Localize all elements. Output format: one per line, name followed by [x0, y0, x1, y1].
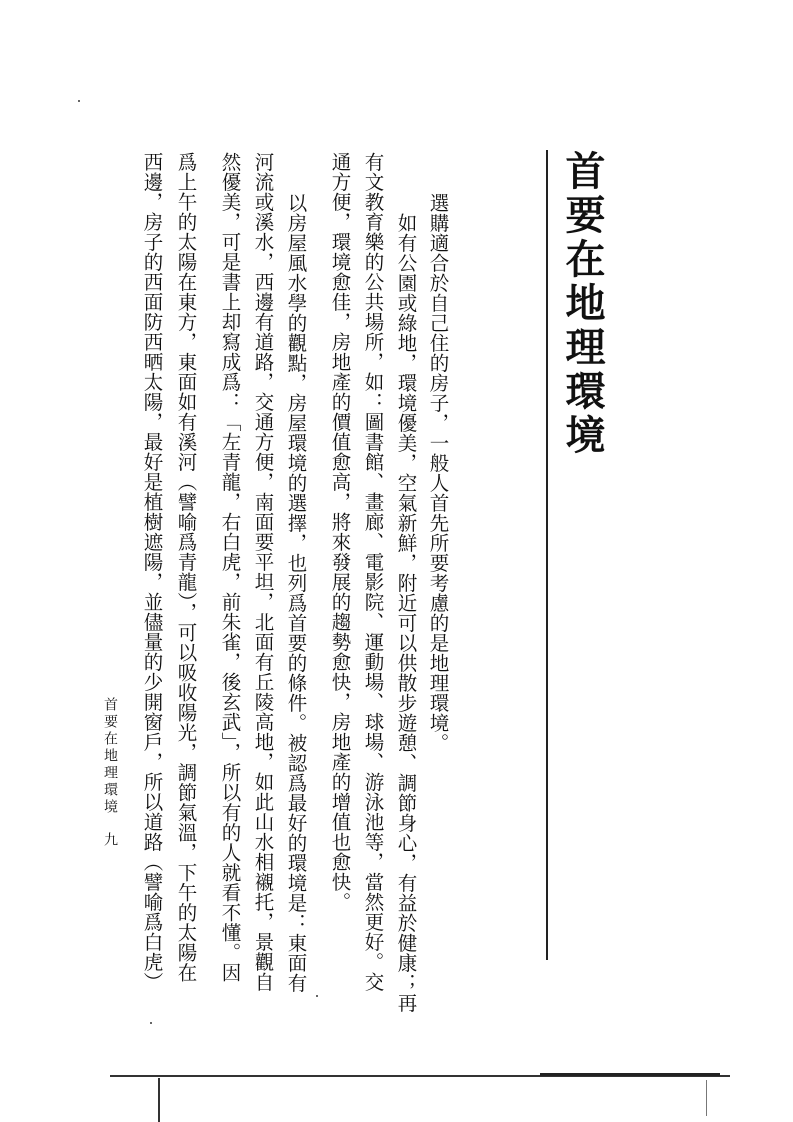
- scan-speck: [316, 995, 318, 997]
- bottom-left-mark: [158, 1078, 160, 1122]
- body-line-6: 河流或溪水，西邊有道路，交通方便，南面要平坦，北面有丘陵高地，如此山水相襯托，景觀自: [251, 152, 275, 992]
- body-line-2: 如有公園或綠地，環境優美，空氣新鮮，附近可以供散步遊憩、調節身心，有益於健康；再: [394, 213, 418, 1013]
- body-line-1: 選購適合於自己住的房子，一般人首先所要考慮的是地理環境。: [426, 193, 450, 753]
- title-divider: [546, 150, 548, 960]
- body-line-5: 以房屋風水學的觀點，房屋環境的選擇，也列爲首要的條件。被認爲最好的環境是：東面有: [284, 193, 308, 993]
- bottom-right-mark: [706, 1080, 707, 1116]
- scan-speck: [78, 100, 80, 102]
- body-line-4: 通方便，環境愈佳，房地產的價值愈高，將來發展的趨勢愈快，房地產的增值也愈快。: [328, 152, 352, 912]
- running-title: 首要在地理環境: [102, 697, 118, 816]
- page-title: 首要在地理環境: [559, 150, 606, 458]
- body-line-8: 爲上午的太陽在東方，東面如有溪河（譬喻爲青龍），可以吸收陽光，調節氣溫，下午的太陽在: [174, 152, 198, 983]
- bottom-rule-accent: [540, 1073, 720, 1076]
- body-line-7: 然優美，可是書上却寫成爲：「左青龍，右白虎，前朱雀，後玄武」，所以有的人就看不懂。因: [218, 152, 242, 983]
- body-line-9: 西邊，房子的西面防西晒太陽，最好是植樹遮陽，並儘量的少開窗戶，所以道路（譬喻爲白虎）: [140, 152, 164, 992]
- body-line-3: 有文教育樂的公共場所，如：圖書館、畫廊、電影院、運動場、球場、游泳池等，當然更好。交: [361, 152, 385, 992]
- scan-speck: [150, 1022, 152, 1024]
- page-number: 九: [102, 832, 118, 846]
